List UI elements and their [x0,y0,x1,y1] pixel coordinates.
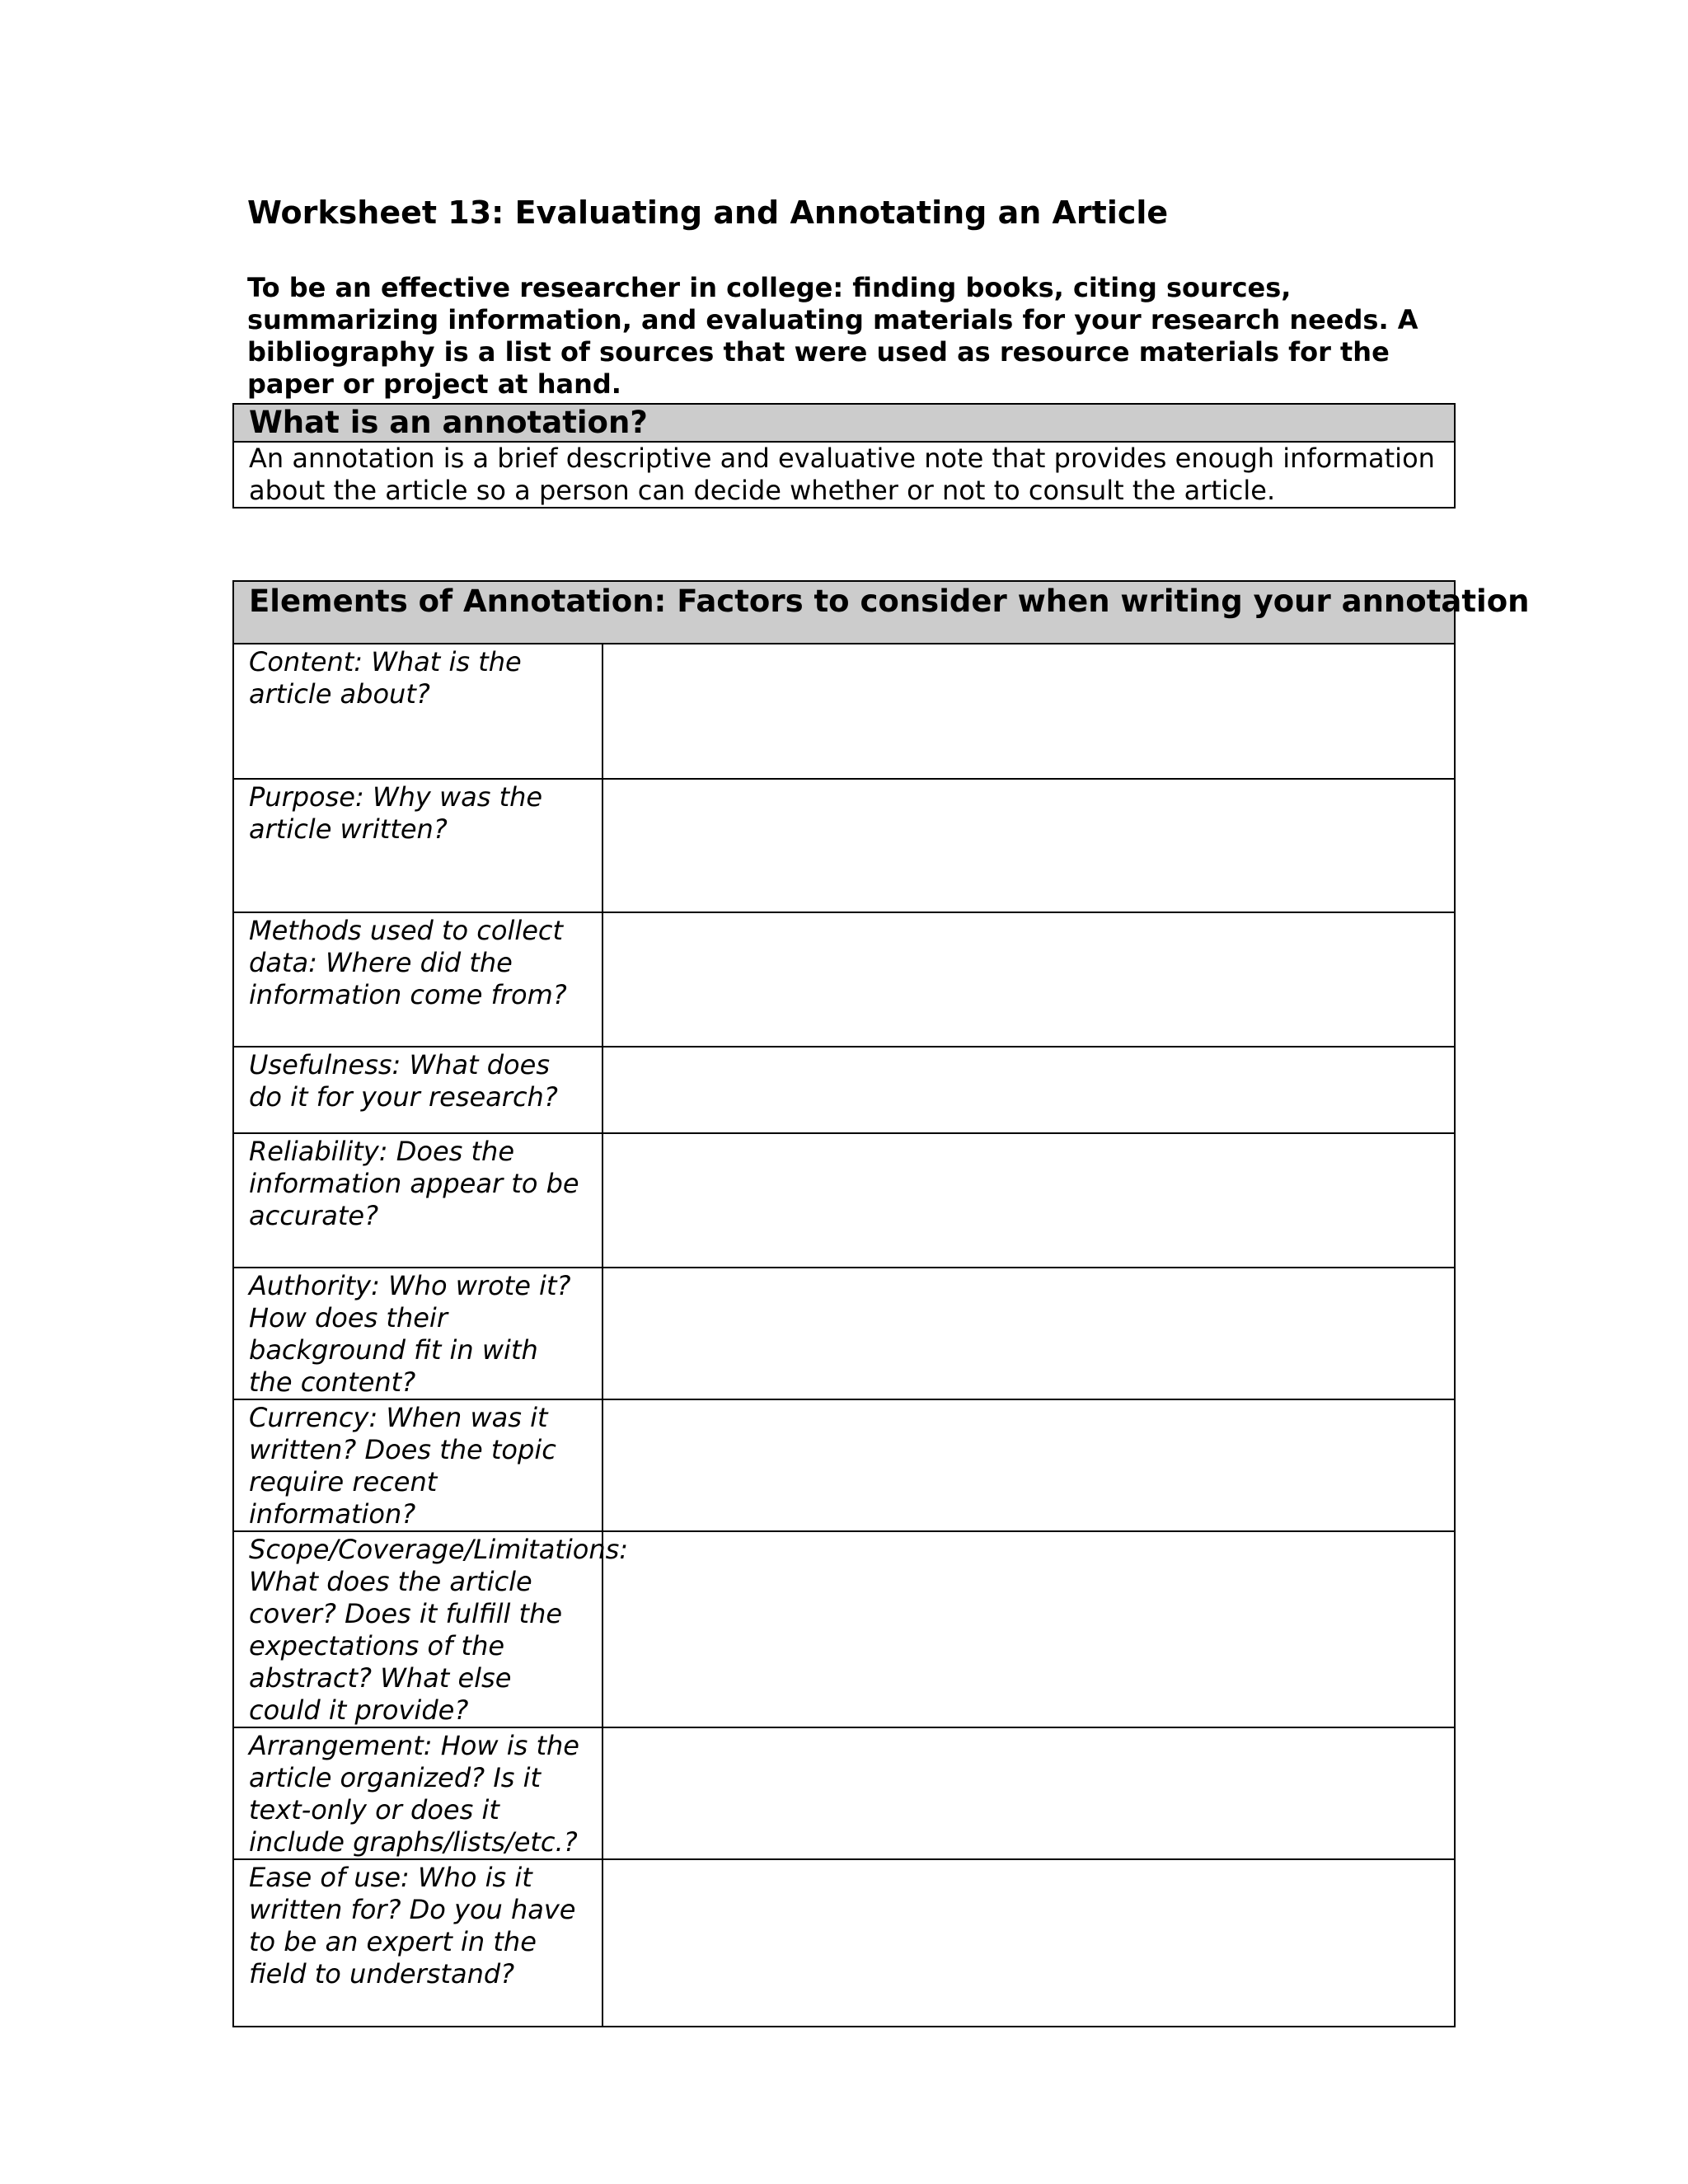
answer-cell-methods[interactable] [603,912,1455,1047]
table-row [233,1133,1455,1268]
question-cell: Purpose: Why was the article written? [233,779,603,912]
definition-text: An annotation is a brief descriptive and evaluative note that provides enough information about the article so a person can decide whether or not to consult the article. [233,442,1455,508]
question-cell: Reliability: Does the information appear to be accurate? [233,1133,603,1268]
table-row [233,1531,1455,1727]
table-row [233,779,1455,912]
annotation-definition-table [232,403,1456,509]
question-cell: Methods used to collect data: Where did the information come from? [233,912,603,1047]
answer-cell-purpose[interactable] [603,779,1455,912]
elements-heading: Elements of Annotation: Factors to consider when writing your annotation [233,581,1455,644]
question-cell: Usefulness: What does do it for your research? [233,1047,603,1133]
table-row [233,1047,1455,1133]
page-title: Worksheet 13: Evaluating and Annotating an Article [247,194,1169,231]
answer-cell-authority[interactable] [603,1268,1455,1399]
intro-paragraph: To be an effective researcher in college: finding books, citing sources, summarizing information, and evaluating materials for your research needs. A bibliography is a list of sources that were used as resource materials for the paper or project at hand. [247,272,1418,400]
answer-cell-currency[interactable] [603,1399,1455,1531]
question-cell: Ease of use: Who is it written for? Do you have to be an expert in the field to understand? [233,1859,603,2027]
answer-cell-scope[interactable] [603,1531,1455,1727]
table-row [233,644,1455,779]
table-row [233,1859,1455,2027]
table-row [233,1727,1455,1859]
question-cell: Content: What is the article about? [233,644,603,779]
question-cell: Currency: When was it written? Does the topic require recent information? [233,1399,603,1531]
question-cell: Authority: Who wrote it? How does their background fit in with the content? [233,1268,603,1399]
elements-table [232,580,1530,2027]
answer-cell-ease-of-use[interactable] [603,1859,1455,2027]
answer-cell-arrangement[interactable] [603,1727,1455,1859]
answer-cell-reliability[interactable] [603,1133,1455,1268]
question-cell: Arrangement: How is the article organized? Is it text-only or does it include graphs/lists/etc.? [233,1727,603,1859]
question-cell: Scope/Coverage/Limitations: What does the article cover? Does it fulfill the expectations of the abstract? What else could it provide? [233,1531,603,1727]
table-row [233,1268,1455,1399]
answer-cell-usefulness[interactable] [603,1047,1455,1133]
table-row [233,1399,1455,1531]
definition-heading: What is an annotation? [233,404,1455,442]
table-row [233,912,1455,1047]
answer-cell-content[interactable] [603,644,1455,779]
